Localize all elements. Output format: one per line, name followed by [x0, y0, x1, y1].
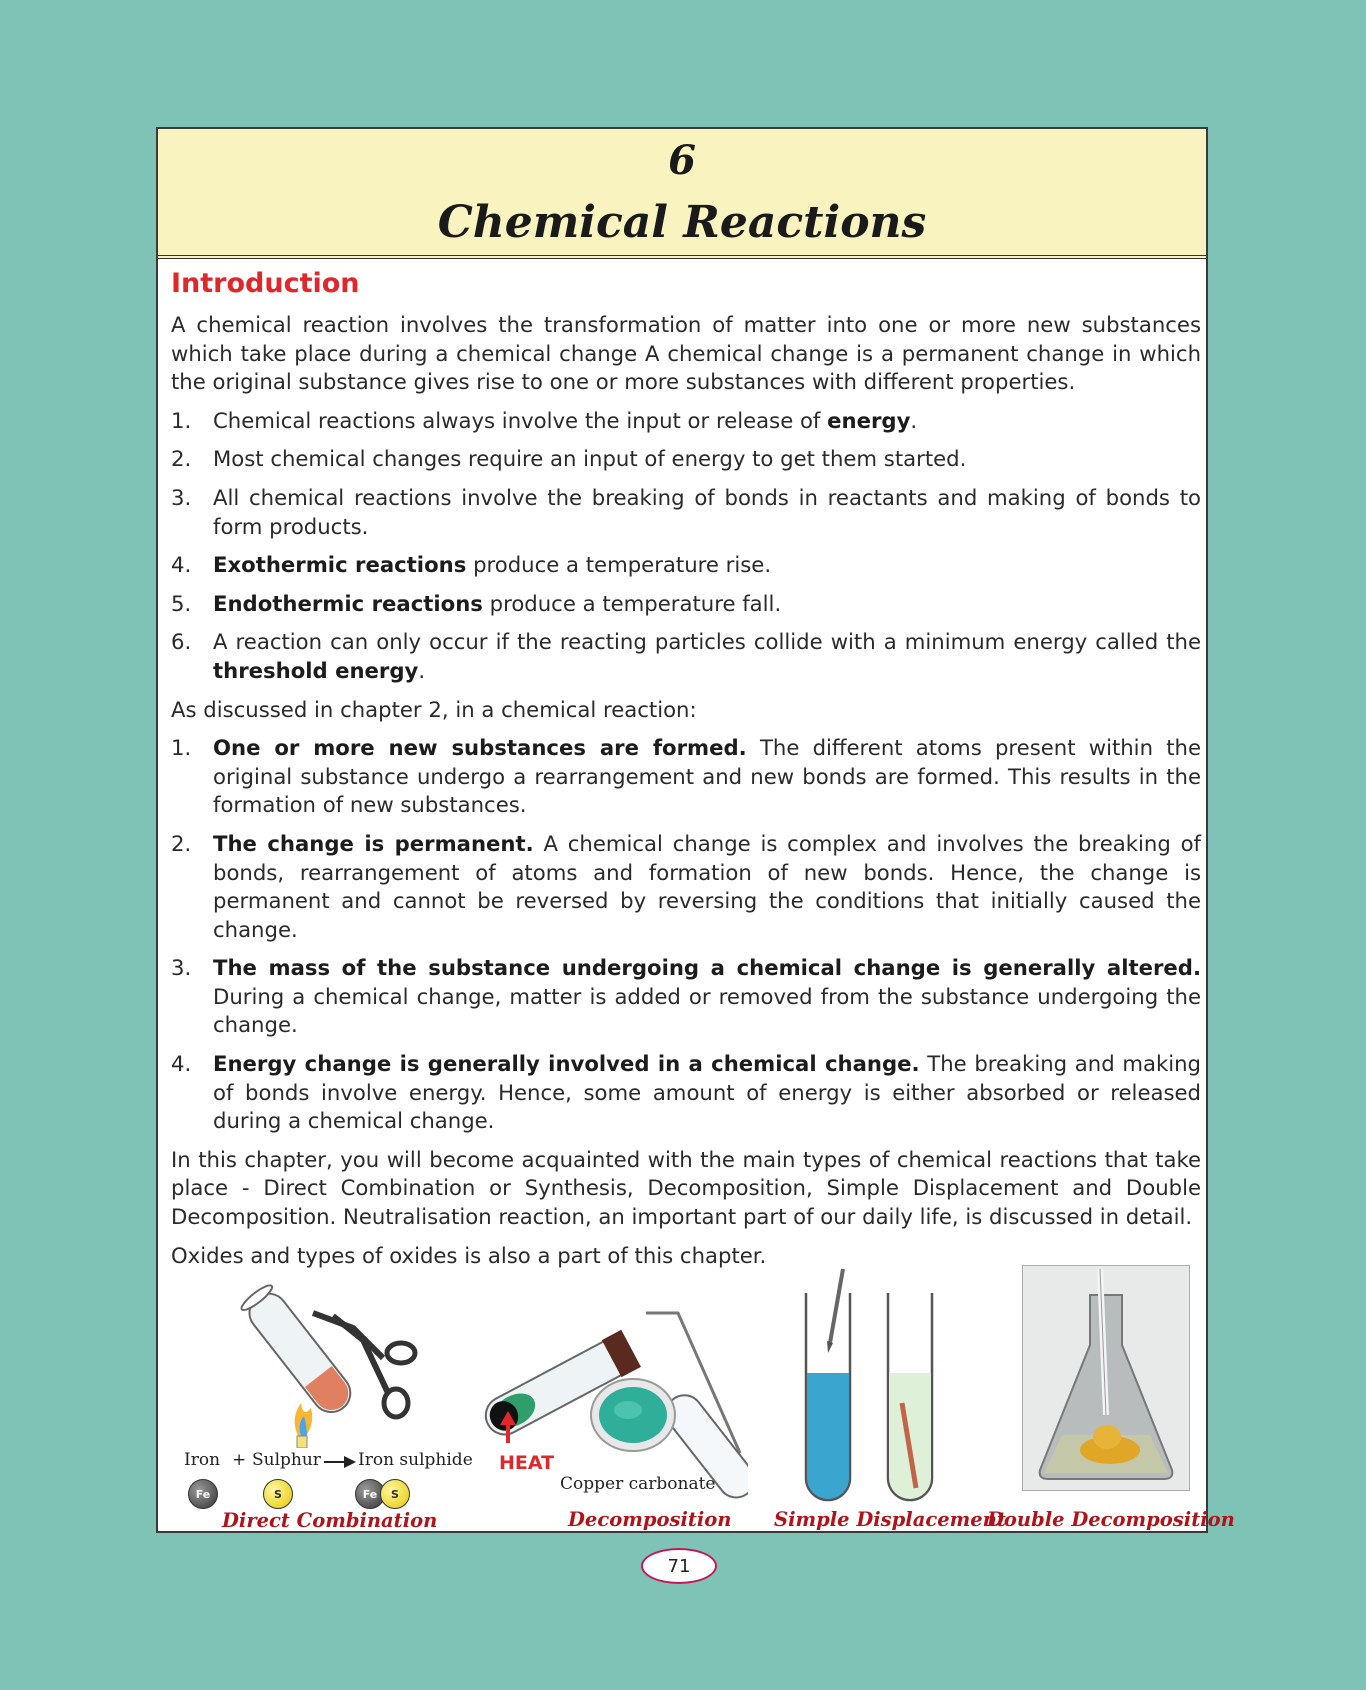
list-text: Endothermic reactions produce a temperature fall. — [213, 590, 782, 616]
list-number: 1. — [171, 735, 192, 761]
page — [156, 127, 1235, 1533]
caption-simple-displacement: Simple Displacement — [774, 1508, 1006, 1531]
iron-atom-icon: Fe — [355, 1479, 385, 1509]
list-text: The mass of the substance undergoing a chemical change is generally altered. During a chemical change, matter is added or removed from the substance undergoing the change. — [213, 955, 1201, 1038]
list-number: 2. — [171, 830, 192, 856]
list-text: All chemical reactions involve the breaking of bonds in reactants and making of bonds to form products. — [213, 484, 1201, 539]
equation-sulphur: Sulphur — [252, 1450, 321, 1470]
list-number: 2. — [171, 446, 192, 472]
arrow-right-icon — [324, 1455, 356, 1469]
chapter-header — [158, 129, 1206, 259]
list-text: Most chemical changes require an input of energy to get them started. — [213, 446, 967, 472]
list-item — [171, 590, 1201, 619]
list-item — [171, 734, 1201, 820]
list-text: A reaction can only occur if the reacting particles collide with a minimum energy called the threshold energy. — [213, 629, 1201, 683]
list-text: Exothermic reactions produce a temperature rise. — [213, 552, 772, 578]
test-tube-tongs-illustration — [213, 1258, 443, 1448]
test-tubes-displacement-illustration — [798, 1263, 948, 1503]
list-number: 4. — [171, 1051, 192, 1077]
equation-iron-sulphide: Iron sulphide — [358, 1450, 473, 1470]
list-item — [171, 407, 1201, 436]
list-item — [171, 551, 1201, 580]
list-text: Energy change is generally involved in a chemical change. The breaking and making of bonds involve energy. Hence, some amount of energy is either absorbed or released during a chemical change. — [213, 1051, 1201, 1134]
list-text: Chemical reactions always involve the input or release of energy. — [213, 407, 918, 433]
list-number: 6. — [171, 629, 192, 655]
list-number: 1. — [171, 407, 192, 433]
list-item — [171, 628, 1201, 685]
discussion-lead: As discussed in chapter 2, in a chemical reaction: — [171, 696, 697, 722]
list-text: The change is permanent. A chemical change is complex and involves the breaking of bonds, rearrangement of atoms and formation of new bonds. Hence, the change is permanent and cannot be reversed by reversing the conditions that initially caused the change. — [213, 830, 1201, 942]
copper-carbonate-label: Copper carbonate — [560, 1474, 716, 1494]
section-heading-introduction: Introduction — [171, 268, 360, 299]
chapter-content — [171, 267, 1201, 1280]
chapter-title: Chemical Reactions — [437, 197, 927, 248]
equation-plus: + — [232, 1450, 247, 1470]
conical-flask-photo — [1022, 1265, 1190, 1491]
page-number: 71 — [641, 1548, 717, 1584]
chapter-number: 6 — [668, 137, 696, 184]
list-number: 4. — [171, 552, 192, 578]
discussion-points-list — [171, 734, 1201, 1136]
oxides-paragraph: Oxides and types of oxides is also a part of this chapter. — [171, 1242, 767, 1268]
list-item — [171, 484, 1201, 541]
caption-direct-combination: Direct Combination — [222, 1509, 438, 1532]
caption-decomposition: Decomposition — [568, 1508, 732, 1531]
intro-paragraph: A chemical reaction involves the transformation of matter into one or more new substances which take place during a chemical change A chemical change is a permanent change in which the original substance gives rise to one or more substances with different properties. — [171, 312, 1201, 395]
list-item — [171, 445, 1201, 474]
list-number: 3. — [171, 955, 192, 981]
closing-paragraph: In this chapter, you will become acquainted with the main types of chemical reactions that take place - Direct Combination or Synthesis, Decomposition, Simple Displacement and Double Decomposition. Neutralisation reaction, an important part of our daily life, is discussed in detail. — [171, 1146, 1201, 1230]
sulphur-atom-icon: S — [380, 1479, 410, 1509]
caption-double-decomposition: Double Decomposition — [987, 1508, 1235, 1531]
list-text: One or more new substances are formed. The different atoms present within the original substance undergo a rearrangement and new bonds are formed. This results in the formation of new substances. — [213, 735, 1202, 818]
heat-label: HEAT — [499, 1452, 555, 1474]
equation-iron: Iron — [184, 1450, 221, 1470]
copper-carbonate-dish-illustration — [588, 1375, 678, 1455]
iron-atom-icon: Fe — [188, 1479, 218, 1509]
list-number: 3. — [171, 484, 192, 510]
sulphur-atom-icon: S — [263, 1479, 293, 1509]
reaction-figures — [158, 1263, 1235, 1532]
list-number: 5. — [171, 590, 192, 616]
list-item — [171, 830, 1201, 944]
list-item — [171, 954, 1201, 1040]
intro-points-list — [171, 407, 1201, 686]
list-item — [171, 1050, 1201, 1136]
